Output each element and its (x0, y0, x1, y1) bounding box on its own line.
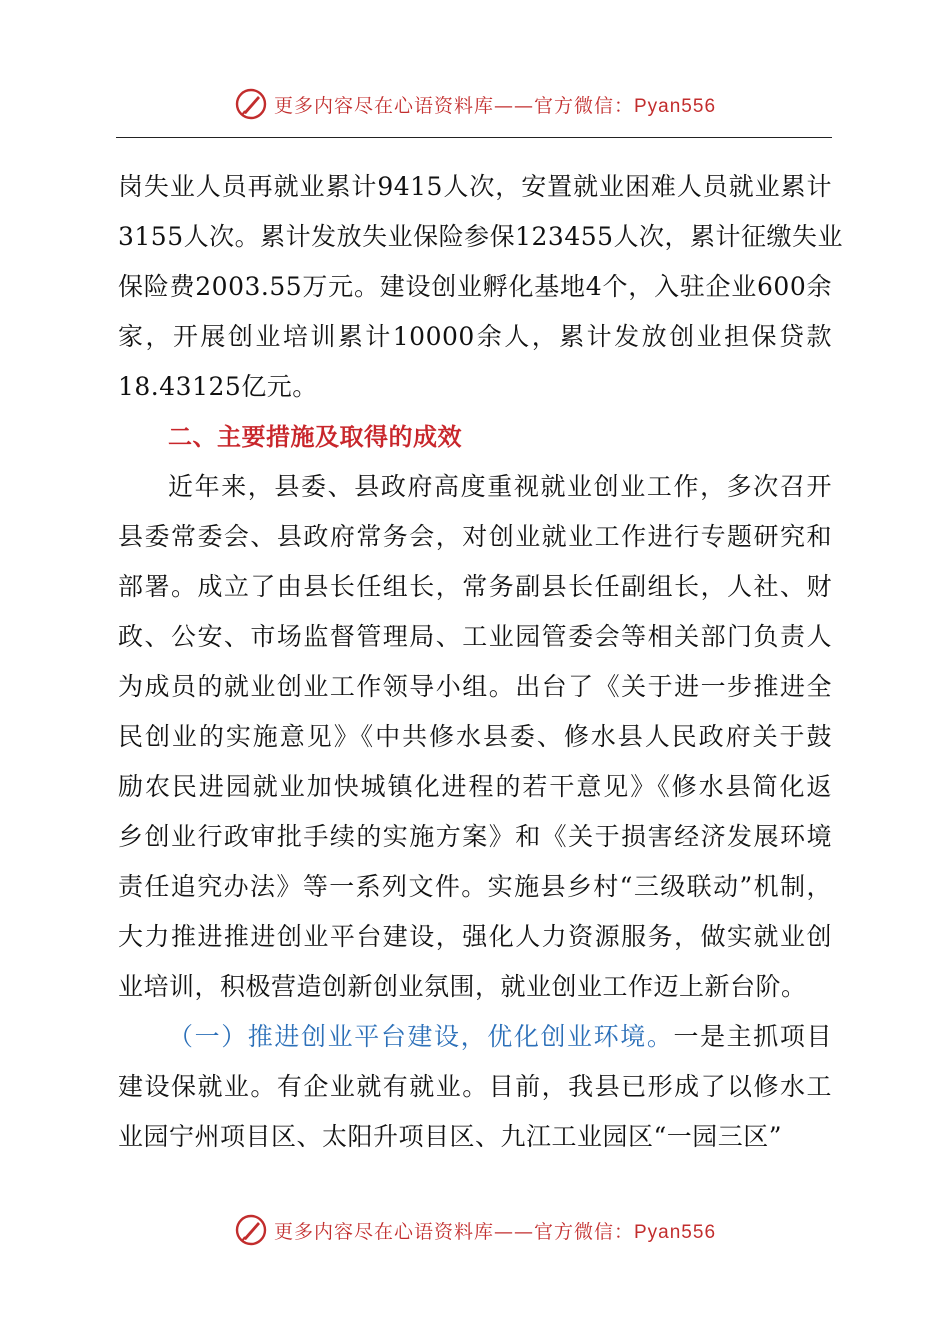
text-line: 责任追究办法》等一系列文件。实施县乡村“三级联动”机制， (118, 872, 832, 901)
quill-logo-icon (234, 1213, 268, 1247)
text-line: 部署。成立了由县长任组长，常务副县长任副组长，人社、财 (118, 572, 832, 601)
text-line: 民创业的实施意见》《中共修水县委、修水县人民政府关于鼓 (118, 722, 832, 751)
section-heading: 二、主要措施及取得的成效 (168, 423, 462, 451)
watermark-text: 更多内容尽在心语资料库——官方微信：Pyan556 (273, 94, 717, 117)
header-divider (116, 137, 832, 138)
text-line: 家，开展创业培训累计10000余人，累计发放创业担保贷款 (118, 322, 832, 351)
text-line: 励农民进园就业加快城镇化进程的若干意见》《修水县简化返 (118, 772, 832, 801)
header-watermark (0, 84, 950, 124)
watermark-text: 更多内容尽在心语资料库——官方微信：Pyan556 (273, 1220, 717, 1243)
document-body (118, 162, 844, 1162)
text-line: 业园宁州项目区、太阳升项目区、九江工业园区“一园三区” (118, 1122, 783, 1151)
subsection-line (118, 1012, 832, 1062)
text-line: 政、公安、市场监督管理局、工业园管委会等相关部门负责人 (118, 622, 832, 651)
text-line: 乡创业行政审批手续的实施方案》和《关于损害经济发展环境 (118, 822, 832, 851)
text-line: 大力推进推进创业平台建设，强化人力资源服务，做实就业创 (118, 922, 832, 951)
text-line: 近年来，县委、县政府高度重视就业创业工作，多次召开 (168, 472, 832, 501)
text-line: 18.43125亿元。 (118, 372, 318, 401)
text-run: 一是主抓项目 (673, 1022, 832, 1051)
subsection-heading: （一）推进创业平台建设，优化创业环境。 (168, 1022, 674, 1051)
text-line: 为成员的就业创业工作领导小组。出台了《关于进一步推进全 (118, 672, 832, 701)
text-line: 3155人次。累计发放失业保险参保123455人次，累计征缴失业 (118, 222, 844, 251)
footer-watermark (0, 1210, 950, 1250)
text-line: 业培训，积极营造创新创业氛围，就业创业工作迈上新台阶。 (118, 972, 807, 1001)
text-line: 岗失业人员再就业累计9415人次，安置就业困难人员就业累计 (118, 172, 832, 201)
text-line: 建设保就业。有企业就有就业。目前，我县已形成了以修水工 (118, 1072, 832, 1101)
quill-logo-icon (234, 87, 268, 121)
text-line: 保险费2003.55万元。建设创业孵化基地4个，入驻企业600余 (118, 272, 832, 301)
text-line: 县委常委会、县政府常务会，对创业就业工作进行专题研究和 (118, 522, 832, 551)
